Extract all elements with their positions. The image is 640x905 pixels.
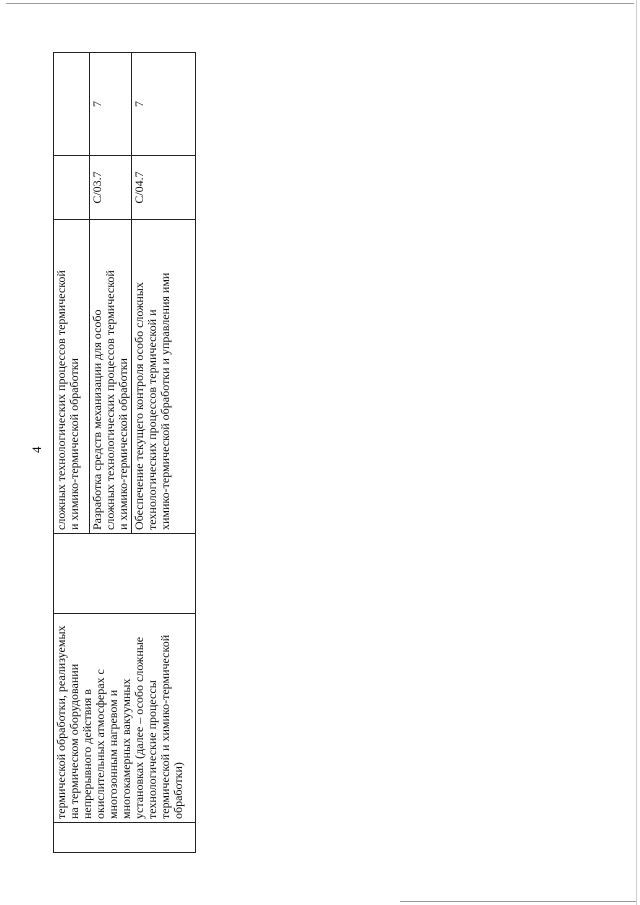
text-line: технологических процессов термической и bbox=[145, 309, 159, 530]
text-line: сложных технологических процессов термической bbox=[103, 270, 117, 530]
labor-function-cell bbox=[132, 220, 196, 534]
text-line: Разработка средств механизации для особо bbox=[90, 309, 104, 530]
table-row bbox=[54, 53, 90, 853]
qualification-table bbox=[53, 52, 196, 853]
text-line: технологические процессы bbox=[145, 680, 159, 819]
text-line: термической обработки, реализуемых bbox=[54, 625, 68, 819]
empty-cell bbox=[54, 534, 196, 614]
text-line: установках (далее – особо сложные bbox=[132, 636, 146, 819]
code-cell: C/04.7 bbox=[132, 156, 196, 220]
text-line: многокамерных вакуумных bbox=[119, 678, 133, 819]
generalized-function-cell bbox=[54, 614, 196, 823]
scan-edge-line-right bbox=[636, 0, 637, 905]
text-line: и химико-термической обработки bbox=[116, 358, 130, 530]
rotated-page-content bbox=[0, 53, 218, 853]
text-line: Обеспечение текущего контроля особо сложных bbox=[132, 282, 146, 530]
text-line: обработки) bbox=[171, 762, 185, 819]
page-number: 4 bbox=[29, 446, 44, 453]
code-cell: C/03.7 bbox=[90, 156, 132, 220]
level-cell: 7 bbox=[90, 53, 132, 156]
text-line: сложных технологических процессов термической bbox=[54, 270, 68, 530]
text-line: на термическом оборудовании bbox=[67, 663, 81, 819]
labor-function-cell bbox=[90, 220, 132, 534]
scan-edge-line-top bbox=[6, 3, 634, 4]
labor-function-cell bbox=[54, 220, 90, 534]
text-line: непрерывного действия в bbox=[80, 689, 94, 819]
text-line: многозонным нагревом и bbox=[106, 689, 120, 819]
text-line: химико-термической обработки и управления ими bbox=[158, 272, 172, 530]
level-cell bbox=[54, 53, 90, 156]
scan-edge-line-bottom bbox=[400, 901, 636, 902]
text-line: термической и химико-термической bbox=[158, 634, 172, 819]
text-line: и химико-термической обработки bbox=[67, 358, 81, 530]
empty-cell bbox=[54, 823, 196, 853]
text-line: окислительных атмосферах с bbox=[93, 669, 107, 819]
level-cell: 7 bbox=[132, 53, 196, 156]
code-cell bbox=[54, 156, 90, 220]
